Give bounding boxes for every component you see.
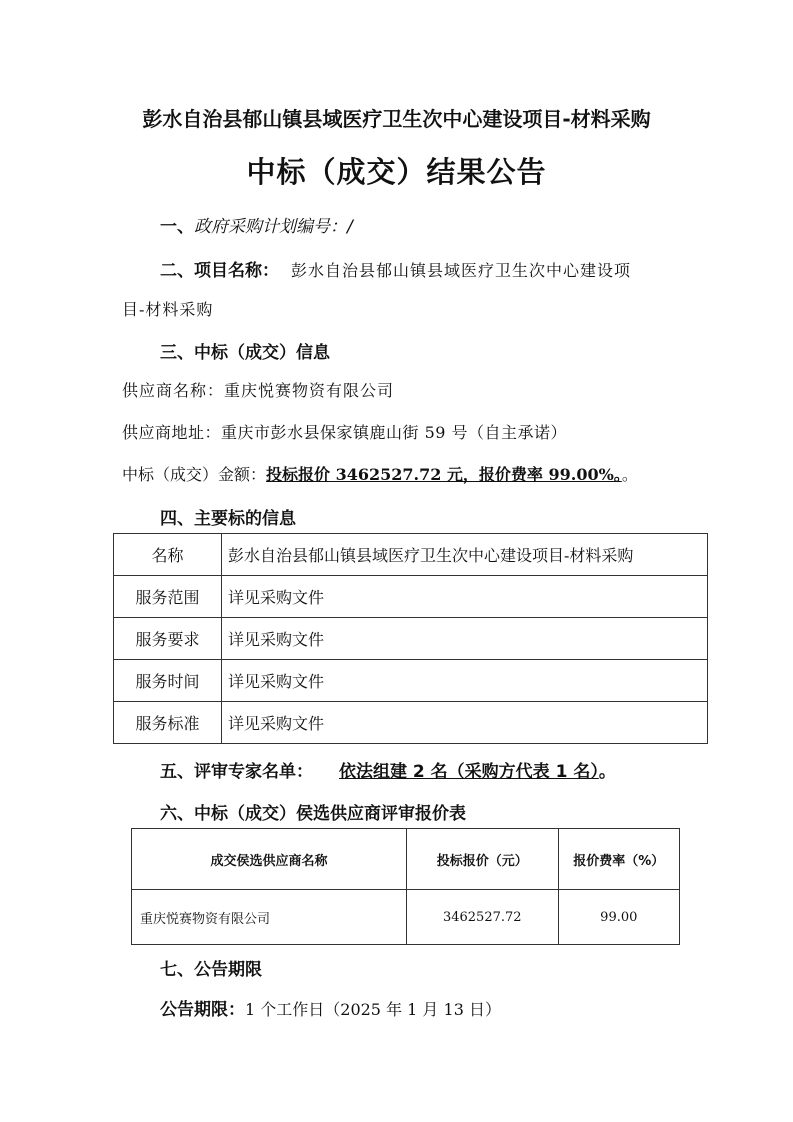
notice-period-value: 1 个工作日（2025 年 1 月 13 日） <box>245 1000 501 1019</box>
award-amount-label: 中标（成交）金额： <box>122 465 267 484</box>
table-header-row <box>132 829 680 890</box>
cell-rate: 99.00 <box>558 890 679 945</box>
table-key: 服务范围 <box>114 576 222 618</box>
table-row <box>132 890 680 945</box>
table-value: 详见采购文件 <box>222 618 708 660</box>
section-5-tail: 。 <box>598 762 616 782</box>
section-6-heading: 六、中标（成交）侯选供应商评审报价表 <box>160 804 466 824</box>
table-row <box>114 702 708 744</box>
supplier-name: 供应商名称：重庆悦赛物资有限公司 <box>122 381 395 400</box>
table-key: 服务时间 <box>114 660 222 702</box>
project-name-cont: 目-材料采购 <box>122 300 214 319</box>
section-3-heading: 三、中标（成交）信息 <box>160 343 330 363</box>
header-rate: 报价费率（%） <box>558 829 679 890</box>
table-value: 详见采购文件 <box>222 702 708 744</box>
award-amount-value: 投标报价 3462527.72 元，报价费率 99.00%。 <box>266 465 622 484</box>
section-1 <box>160 212 353 237</box>
header-bid-price: 投标报价（元） <box>406 829 558 890</box>
section-5 <box>160 757 616 782</box>
supplier-address: 供应商地址：重庆市彭水县保家镇鹿山街 59 号（自主承诺） <box>122 423 568 442</box>
section-1-label: 一、 <box>160 217 194 237</box>
header-supplier: 成交侯选供应商名称 <box>132 829 407 890</box>
table-row <box>114 576 708 618</box>
award-amount-tail: 。 <box>621 465 638 484</box>
table-value: 彭水自治县郁山镇县域医疗卫生次中心建设项目-材料采购 <box>222 534 708 576</box>
document-title-line2: 中标（成交）结果公告 <box>246 155 547 189</box>
notice-period-label: 公告期限： <box>160 1000 245 1020</box>
table-row <box>114 534 708 576</box>
notice-period <box>160 995 501 1020</box>
table-row <box>114 660 708 702</box>
subject-info-table <box>113 533 708 744</box>
table-value: 详见采购文件 <box>222 660 708 702</box>
expert-list: 依法组建 2 名（采购方代表 1 名） <box>339 762 599 782</box>
table-key: 服务要求 <box>114 618 222 660</box>
cell-bid-price: 3462527.72 <box>406 890 558 945</box>
document-title-line1: 彭水自治县郁山镇县域医疗卫生次中心建设项目-材料采购 <box>142 107 651 131</box>
bid-price-table <box>131 828 680 945</box>
procurement-plan-number: 政府采购计划编号：/ <box>194 217 353 237</box>
table-key: 服务标准 <box>114 702 222 744</box>
section-5-label: 五、评审专家名单： <box>160 762 313 782</box>
section-4-heading: 四、主要标的信息 <box>160 509 296 529</box>
cell-supplier: 重庆悦赛物资有限公司 <box>132 890 407 945</box>
table-row <box>114 618 708 660</box>
section-2 <box>160 256 631 281</box>
table-value: 详见采购文件 <box>222 576 708 618</box>
award-amount <box>122 462 638 485</box>
table-key: 名称 <box>114 534 222 576</box>
section-2-label: 二、项目名称： <box>160 261 279 281</box>
project-name: 彭水自治县郁山镇县域医疗卫生次中心建设项 <box>291 261 632 280</box>
section-7-heading: 七、公告期限 <box>160 960 262 980</box>
